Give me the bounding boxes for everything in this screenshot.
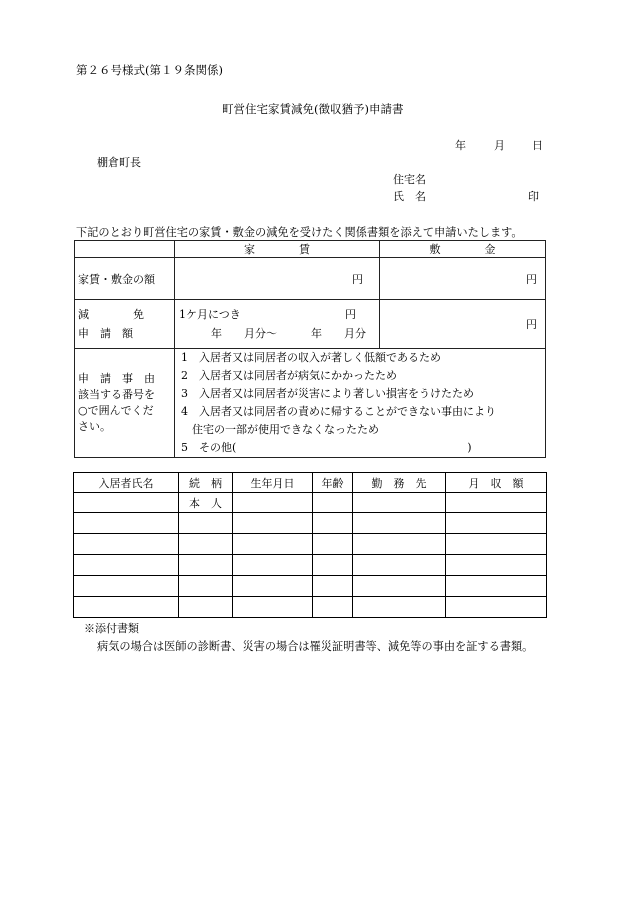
reason-option-4[interactable]: 4 入居者又は同居者の責めに帰することができない事由により — [181, 405, 496, 418]
amount-label: 家賃・敷金の額 — [75, 258, 175, 300]
table-row — [74, 534, 547, 555]
resident-name-cell[interactable] — [74, 534, 179, 555]
age-cell[interactable] — [313, 576, 353, 597]
date-day: 日 — [532, 139, 543, 152]
relation-cell[interactable] — [179, 576, 233, 597]
table-row — [74, 493, 547, 513]
header-deposit: 敷 金 — [380, 241, 546, 258]
resident-name-cell[interactable] — [74, 493, 179, 513]
workplace-cell[interactable] — [353, 576, 446, 597]
addressee: 棚倉町長 — [97, 156, 141, 169]
workplace-cell[interactable] — [353, 555, 446, 576]
relation-cell: 本 人 — [179, 493, 233, 513]
page-title: 町営住宅家賃減免(徴収猶予)申請書 — [222, 102, 404, 116]
workplace-cell[interactable] — [353, 534, 446, 555]
table-row — [74, 555, 547, 576]
per-month-yen: 円 — [345, 308, 356, 321]
header-relation: 続 柄 — [179, 473, 233, 493]
reason-label-line-1: 申 請 事 由 — [78, 372, 155, 385]
relation-cell[interactable] — [179, 555, 233, 576]
reduction-table — [74, 240, 546, 458]
header-workplace: 勤 務 先 — [353, 473, 446, 493]
intro-text: 下記のとおり町営住宅の家賃・敷金の減免を受けたく関係書類を添えて申請いたします。 — [76, 226, 523, 239]
birthdate-cell[interactable] — [233, 555, 313, 576]
resident-name-cell[interactable] — [74, 597, 179, 618]
deposit-reduction-yen[interactable]: 円 — [380, 300, 546, 349]
rent-reduction-cell[interactable] — [175, 300, 380, 349]
age-cell[interactable] — [313, 597, 353, 618]
reason-option-2[interactable]: 2 入居者又は同居者が病気にかかったため — [181, 369, 397, 382]
table-row — [74, 597, 547, 618]
reduction-label-2: 申 請 額 — [78, 327, 133, 340]
workplace-cell[interactable] — [353, 597, 446, 618]
reason-options — [175, 349, 546, 458]
reason-option-4-cont: 住宅の一部が使用できなくなったため — [181, 423, 379, 436]
header-monthly-income: 月 収 額 — [446, 473, 547, 493]
reason-option-3[interactable]: 3 入居者又は同居者が災害により著しい損害をうけたため — [181, 387, 474, 400]
reason-option-1[interactable]: 1 入居者又は同居者の収入が著しく低額であるため — [181, 351, 441, 364]
income-cell[interactable] — [446, 493, 547, 513]
header-resident-name: 入居者氏名 — [74, 473, 179, 493]
birthdate-cell[interactable] — [233, 576, 313, 597]
age-cell[interactable] — [313, 534, 353, 555]
table-row — [74, 576, 547, 597]
reason-label-line-3: ○で囲んでくだ — [78, 404, 154, 417]
reason-label-line-4: さい。 — [78, 420, 111, 433]
header-age: 年齢 — [313, 473, 353, 493]
reduction-label-1: 減 免 — [78, 308, 144, 321]
resident-name-cell[interactable] — [74, 576, 179, 597]
income-cell[interactable] — [446, 534, 547, 555]
header-birthdate: 生年月日 — [233, 473, 313, 493]
birthdate-cell[interactable] — [233, 513, 313, 534]
seal-mark: 印 — [528, 190, 539, 203]
resident-name-cell[interactable] — [74, 555, 179, 576]
workplace-cell[interactable] — [353, 493, 446, 513]
workplace-cell[interactable] — [353, 513, 446, 534]
relation-cell[interactable] — [179, 597, 233, 618]
period-to: 年 月分 — [311, 327, 366, 340]
birthdate-cell[interactable] — [233, 597, 313, 618]
birthdate-cell[interactable] — [233, 534, 313, 555]
age-cell[interactable] — [313, 513, 353, 534]
header-rent: 家 賃 — [175, 241, 380, 258]
period-from: 年 月分～ — [211, 327, 277, 340]
resident-table — [73, 472, 547, 618]
birthdate-cell[interactable] — [233, 493, 313, 513]
table-row — [74, 513, 547, 534]
reduction-label — [75, 300, 175, 349]
attachments-heading: ※添付書類 — [84, 622, 139, 635]
income-cell[interactable] — [446, 576, 547, 597]
date-year: 年 — [455, 139, 466, 152]
income-cell[interactable] — [446, 555, 547, 576]
deposit-amount-yen[interactable]: 円 — [380, 258, 546, 300]
resident-name-cell[interactable] — [74, 513, 179, 534]
form-number: 第２６号様式(第１９条関係) — [76, 63, 223, 77]
age-cell[interactable] — [313, 555, 353, 576]
corner-cell — [75, 241, 175, 258]
income-cell[interactable] — [446, 513, 547, 534]
age-cell[interactable] — [313, 493, 353, 513]
reason-option-5[interactable]: 5 その他( ) — [181, 441, 472, 454]
reason-label — [75, 349, 175, 458]
attachments-text: 病気の場合は医師の診断書、災害の場合は罹災証明書等、減免等の事由を証する書類。 — [97, 640, 534, 653]
reason-label-line-2: 該当する番号を — [78, 388, 155, 401]
relation-cell[interactable] — [179, 534, 233, 555]
address-label: 住宅名 — [393, 173, 426, 186]
relation-cell[interactable] — [179, 513, 233, 534]
rent-amount-yen[interactable]: 円 — [175, 258, 380, 300]
name-label: 氏 名 — [393, 190, 426, 203]
per-month-label: 1ケ月につき — [179, 308, 241, 321]
date-month: 月 — [494, 139, 505, 152]
income-cell[interactable] — [446, 597, 547, 618]
